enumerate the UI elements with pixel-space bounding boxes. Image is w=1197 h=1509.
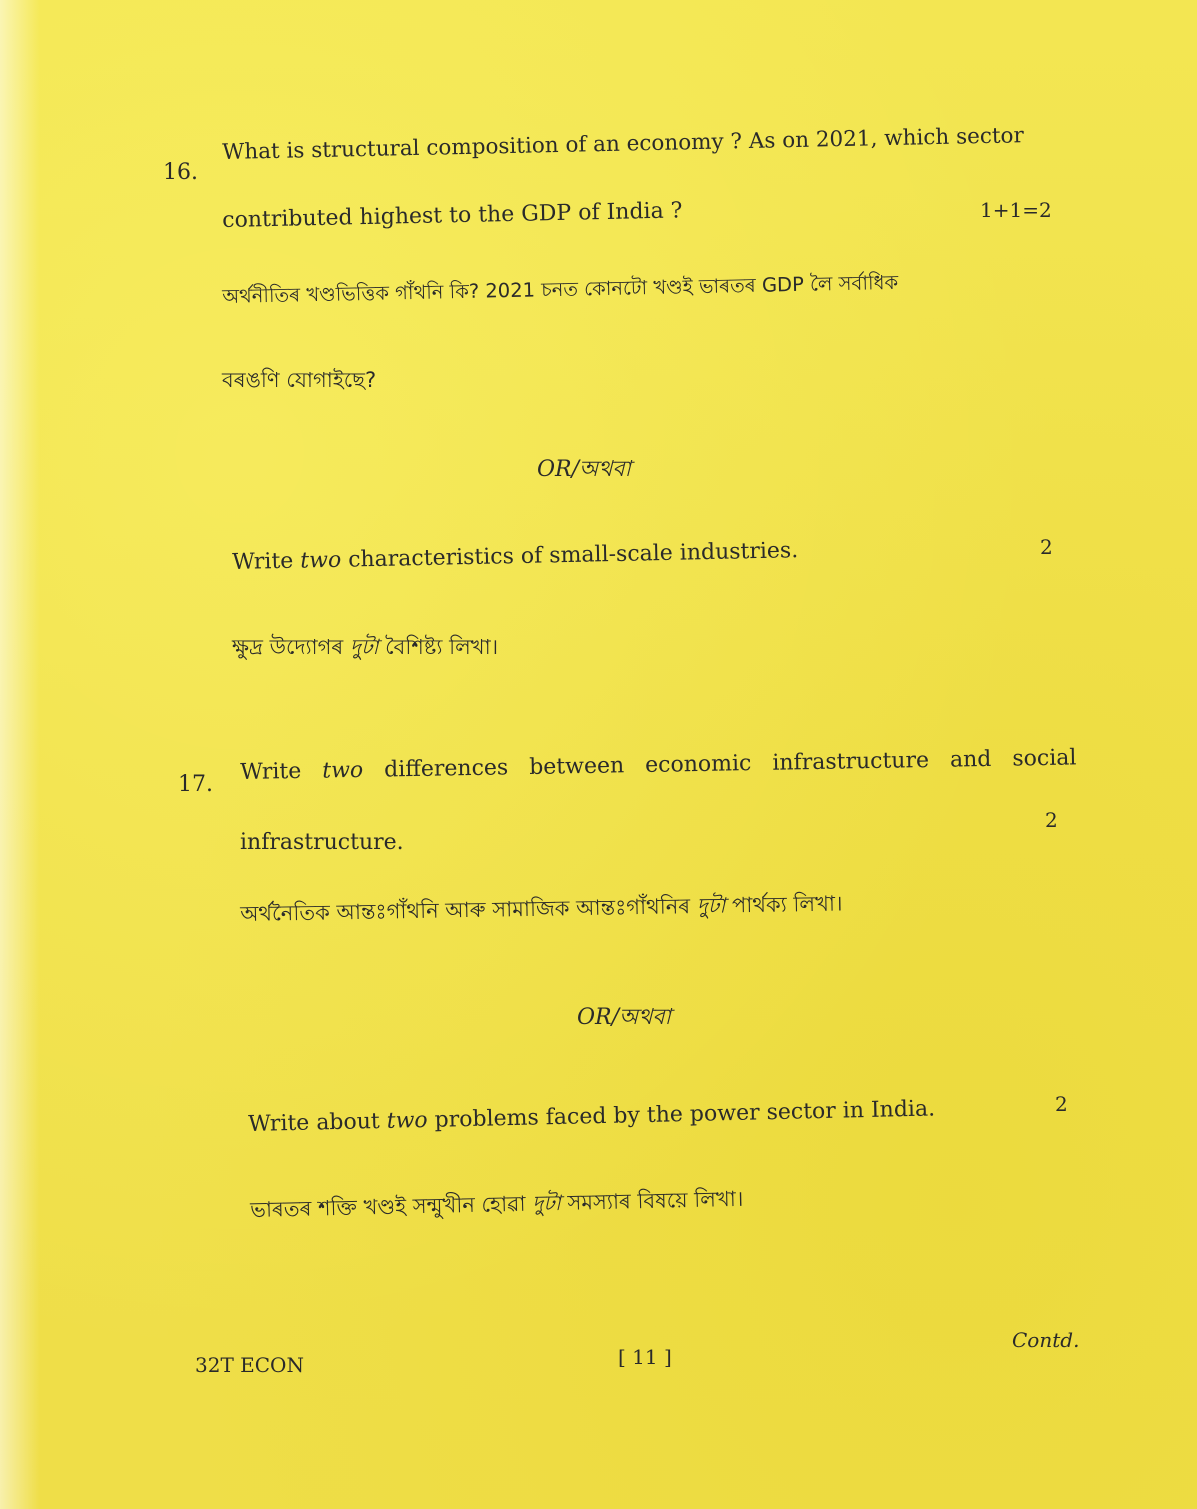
question-17-number: 17. — [178, 772, 213, 797]
continued-label: Contd. — [1012, 1328, 1080, 1352]
or-divider-2: OR/অথবা — [577, 1005, 671, 1030]
question-17-assamese-pre: অর্থনৈতিক আন্তঃগাঁথনি আৰু সামাজিক আন্তঃগাঁথনিৰ — [240, 894, 697, 926]
question-17-alt-text-pre: Write about — [248, 1108, 388, 1137]
question-16-alt-text-post: characteristics of small-scale industries. — [340, 538, 799, 573]
question-16-alt-assamese-em: দুটা — [349, 635, 379, 659]
question-16-alt-text-pre: Write — [232, 548, 301, 575]
question-17-text-post: differences between economic infrastructure and social — [362, 745, 1077, 783]
question-16-alt-text — [232, 538, 799, 576]
question-17-marks: 2 — [1045, 808, 1058, 832]
question-17-text-line1 — [240, 745, 1077, 786]
question-17-alt-assamese — [250, 1187, 744, 1223]
page-number: [ 11 ] — [618, 1345, 672, 1369]
question-16-assamese-line1: অর্থনীতিৰ খণ্ডভিত্তিক গাঁথনি কি? 2021 চনত কোনটো খণ্ডই ভাৰতৰ GDP লৈ সৰ্বাধিক — [222, 270, 899, 308]
question-17-assamese-em: দুটা — [696, 893, 726, 919]
question-16-number: 16. — [163, 160, 198, 185]
question-17-alt-text — [248, 1096, 935, 1138]
question-16-alt-assamese — [232, 635, 498, 660]
question-17-alt-assamese-post: সমস্যাৰ বিষয়ে লিখা। — [560, 1186, 744, 1215]
question-16-alt-text-em: two — [300, 547, 342, 574]
question-16-marks: 1+1=2 — [980, 198, 1052, 222]
question-17-alt-text-em: two — [386, 1107, 428, 1134]
question-16-alt-assamese-post: বৈশিষ্ট্য লিখা। — [378, 635, 499, 659]
question-16-text-line1: What is structural composition of an economy ? As on 2021, which sector — [222, 123, 1024, 165]
question-17-alt-assamese-pre: ভাৰতৰ শক্তি খণ্ডই সন্মুখীন হোৱা — [250, 1191, 533, 1222]
question-17-assamese — [240, 891, 843, 927]
question-17-alt-text-post: problems faced by the power sector in India. — [427, 1096, 936, 1133]
question-17-assamese-post: পাৰ্থক্য লিখা। — [725, 891, 843, 918]
question-17-text-em: two — [322, 757, 364, 784]
question-16-assamese-line2: বৰঙণি যোগাইছে? — [222, 368, 377, 392]
question-17-alt-assamese-em: দুটা — [531, 1190, 562, 1216]
or-divider-1: OR/অথবা — [537, 457, 631, 482]
question-16-text-line2: contributed highest to the GDP of India ? — [222, 198, 683, 233]
question-17-text-line2: infrastructure. — [240, 830, 404, 855]
question-17-alt-marks: 2 — [1055, 1092, 1068, 1116]
question-17-text-pre: Write — [240, 758, 323, 785]
page-edge — [0, 0, 40, 1509]
paper-code: 32T ECON — [195, 1353, 304, 1377]
question-16-alt-marks: 2 — [1040, 535, 1053, 559]
question-16-alt-assamese-pre: ক্ষুদ্ৰ উদ্যোগৰ — [232, 635, 350, 659]
